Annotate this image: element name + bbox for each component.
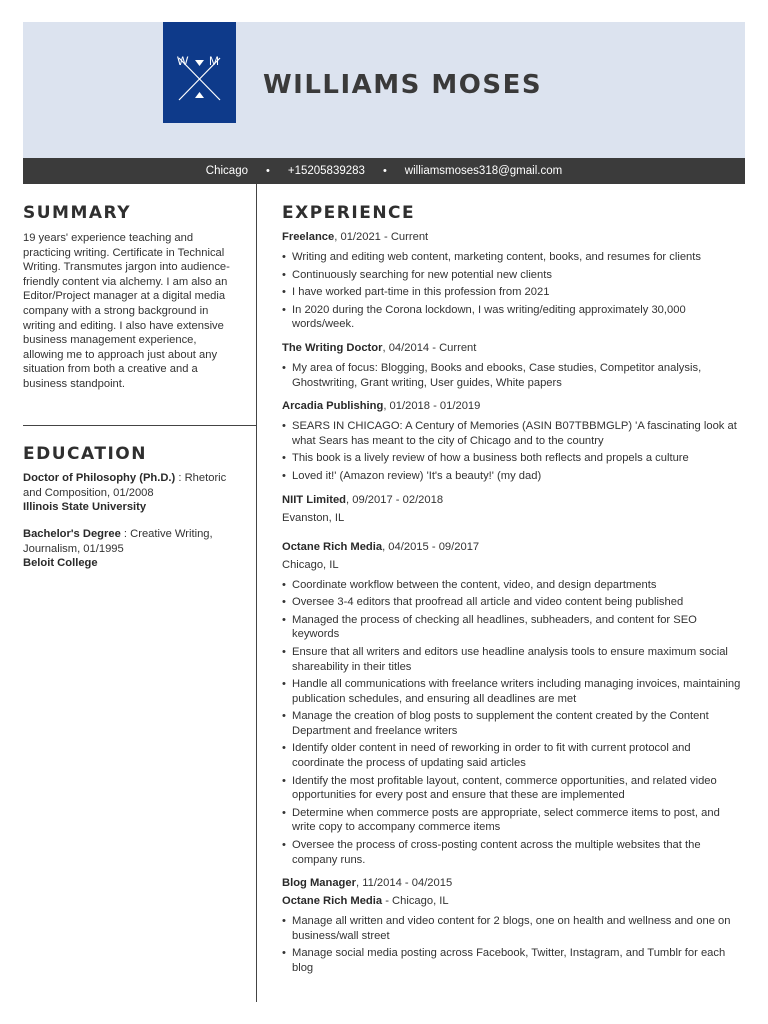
- job-company: Octane Rich Media: [282, 540, 383, 553]
- job-dates: , 04/2014 - Current: [382, 341, 477, 354]
- contact-bar: [23, 158, 745, 184]
- contact-separator: •: [382, 165, 387, 177]
- job-location: Evanston, IL: [282, 511, 345, 524]
- job-bullet: • Manage the creation of blog posts to supplement the content created by the Content Department and freelance writers: [282, 709, 744, 738]
- job-bullet: • Continuously searching for new potential new clients: [282, 268, 744, 283]
- job-entry: [282, 875, 744, 975]
- job-entry: [282, 492, 744, 526]
- candidate-name: WILLIAMS MOSES: [263, 70, 543, 100]
- job-bullets: [282, 419, 744, 483]
- job-bullet: • Determine when commerce posts are appropriate, select commerce items to post, and write copy to accompany commerce items: [282, 806, 744, 835]
- contact-separator: •: [266, 165, 270, 177]
- job-bullet: • In 2020 during the Corona lockdown, I was writing/editing approximately 30,000 words/week.: [282, 303, 744, 332]
- summary-text: 19 years' experience teaching and practicing writing. Certificate in Technical Writing. Transmutes jargon into audience-friendly content via alchemy. I am also an Editor/Project manager at a digital media company with a strong background in writing and editing. I also have extensive business management experience, allowing me to approach just about any situation from both a creative and a business standpoint.: [23, 232, 230, 390]
- monogram-letter-w: W: [177, 54, 189, 68]
- job-company: NIIT Limited: [282, 493, 347, 506]
- job-bullet: • Identify older content in need of reworking in order to fit with current protocol and coordinate the process of updating said articles: [282, 741, 744, 770]
- job-entry: [282, 229, 744, 332]
- job-bullet: • My area of focus: Blogging, Books and ebooks, Case studies, Competitor analysis, Ghostwriting, Grant writing, User guides, White papers: [282, 361, 744, 390]
- education-school: Beloit College: [23, 557, 98, 570]
- job-company: Blog Manager: [282, 877, 356, 890]
- job-bullets: [282, 914, 744, 975]
- column-divider: [256, 184, 257, 1002]
- monogram-letter-m: M: [209, 54, 219, 68]
- job-company: Arcadia Publishing: [282, 400, 384, 413]
- job-bullet: • Handle all communications with freelance writers including managing invoices, maintaining publication schedules, and ensuring all deadlines are met: [282, 677, 744, 706]
- contact-city: Chicago: [205, 165, 248, 177]
- job-dates: , 11/2014 - 04/2015: [355, 877, 453, 890]
- experience-heading: EXPERIENCE: [282, 203, 416, 223]
- job-header: [282, 398, 744, 414]
- job-dates: , 04/2015 - 09/2017: [382, 540, 480, 553]
- job-dates: , 01/2021 - Current: [334, 231, 429, 243]
- education-degree: Bachelor's Degree: [23, 528, 121, 540]
- job-bullet: • SEARS IN CHICAGO: A Century of Memories (ASIN B07TBBMGLP) 'A fascinating look at what Sears has meant to the city of Chicago and to the country: [282, 419, 744, 448]
- job-header: [282, 875, 744, 891]
- education-entry: [23, 527, 248, 571]
- education-detail: : Rhetoric and Composition, 01/2008: [23, 472, 227, 499]
- monogram-cross-icon: [163, 22, 236, 123]
- job-header: [282, 492, 744, 508]
- job-bullet: • Oversee the process of cross-posting content across the multiple websites that the company runs.: [282, 838, 744, 867]
- job-bullet: • Writing and editing web content, marketing content, books, and resumes for clients: [282, 250, 744, 265]
- job-entry: [282, 398, 744, 483]
- job-header: [282, 539, 744, 555]
- job-bullet: • Managed the process of checking all headlines, subheaders, and content for SEO keywords: [282, 613, 744, 642]
- job-employer: [282, 893, 744, 909]
- job-entry: [282, 340, 744, 390]
- job-bullet: • This book is a lively review of how a business both reflects and propels a culture: [282, 451, 744, 466]
- job-header: [282, 340, 744, 356]
- job-bullet: • Ensure that all writers and editors use headline analysis tools to ensure maximum social shareability in their titles: [282, 645, 744, 674]
- experience-list: [282, 229, 744, 979]
- job-bullets: [282, 250, 744, 332]
- job-dates: , 01/2018 - 01/2019: [383, 400, 481, 413]
- job-bullet: • Loved it!' (Amazon review) 'It's a beauty!' (my dad): [282, 469, 744, 484]
- job-bullets: [282, 578, 744, 868]
- education-school: Illinois State University: [23, 501, 147, 514]
- job-location: Chicago, IL: [282, 558, 339, 571]
- education-entry: [23, 471, 248, 515]
- job-entry: [282, 539, 744, 868]
- job-bullet: • Identify the most profitable layout, content, commerce opportunities, and related video opportunities for every post and ensure that these are implemented: [282, 774, 744, 803]
- job-company: The Writing Doctor: [282, 341, 383, 354]
- summary-heading: SUMMARY: [23, 203, 132, 223]
- job-bullet: • Manage social media posting across Facebook, Twitter, Instagram, and Tumblr for each blog: [282, 946, 744, 975]
- section-divider: [23, 425, 256, 426]
- job-bullet: • Manage all written and video content for 2 blogs, one on health and wellness and one on business/wall street: [282, 914, 744, 943]
- job-bullet: • I have worked part-time in this profession from 2021: [282, 285, 744, 300]
- contact-email: williamsmoses318@gmail.com: [404, 165, 563, 177]
- job-bullets: [282, 361, 744, 390]
- contact-phone: +15205839283: [287, 165, 365, 177]
- job-bullet: • Oversee 3-4 editors that proofread all article and video content being published: [282, 595, 744, 610]
- job-bullet: • Coordinate workflow between the content, video, and design departments: [282, 578, 744, 593]
- monogram-logo: [163, 22, 236, 123]
- job-header: [282, 229, 744, 245]
- job-employer-name: Octane Rich Media: [282, 895, 383, 908]
- education-detail: : Creative Writing, Journalism, 01/1995: [23, 528, 213, 555]
- education-heading: EDUCATION: [23, 444, 147, 464]
- job-dates: , 09/2017 - 02/2018: [346, 493, 444, 506]
- job-company: Freelance: [282, 231, 335, 243]
- education-degree: Doctor of Philosophy (Ph.D.): [23, 472, 176, 484]
- job-employer-location: - Chicago, IL: [382, 895, 449, 908]
